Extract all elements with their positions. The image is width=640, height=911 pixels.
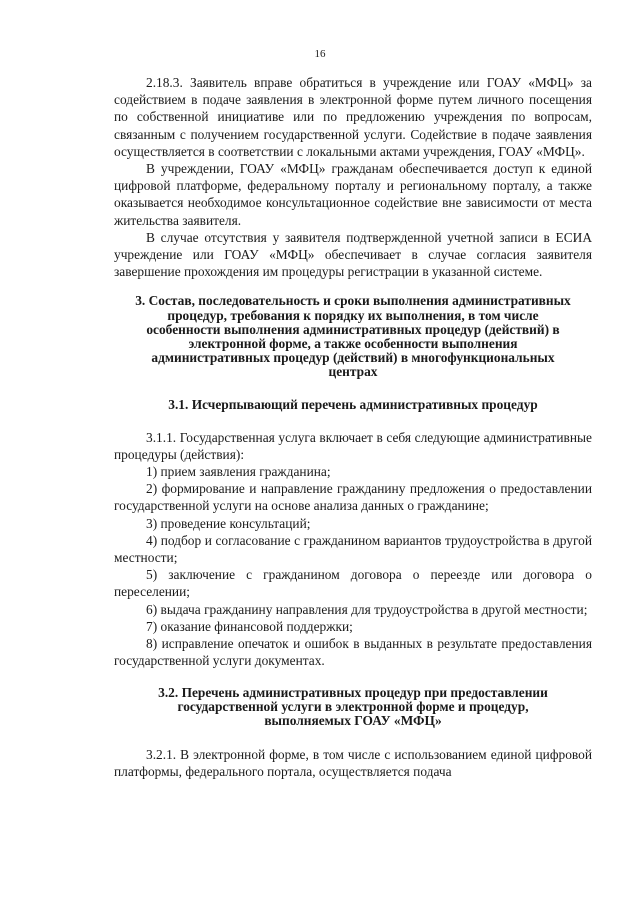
procedures-list xyxy=(114,463,592,669)
list-item: 7) оказание финансовой поддержки; xyxy=(146,618,353,634)
list-item: 4) подбор и согласование с гражданином вариантов трудоустройства в другой местности; xyxy=(114,532,592,566)
section-3-2-heading: 3.2. Перечень административных процедур при предоставлении государственной услуги в электронной форме и процедур, выполняемых ГОАУ «МФЦ» xyxy=(158,684,548,728)
section-3-1-1-intro: 3.1.1. Государственная услуга включает в себя следующие административные процедуры (действия): xyxy=(114,429,592,462)
list-item: 2) формирование и направление гражданину предложения о предоставлении государственной услуги на основе анализа данных о гражданине; xyxy=(114,481,592,514)
section-3-heading: 3. Состав, последовательность и сроки выполнения административных процедур, требования к порядку их выполнения, в том числе особенности выполнения административных процедур (действий) в электронной форме, а также особенности выполнения административных процедур (действий) в многофункциональных центрах xyxy=(135,293,571,380)
list-item: 3) проведение консультаций; xyxy=(146,515,311,531)
document-page xyxy=(114,44,592,781)
paragraph-2-18-3: 2.18.3. Заявитель вправе обратиться в учреждение или ГОАУ «МФЦ» за содействием в подаче заявления в электронной форме путем личного посещения по собственной инициативе или по предложению учреждения по вопросам, связанным с получением государственной услуги. Содействие в подаче заявления осуществляется в соответствии с локальными актами учреждения, ГОАУ «МФЦ». xyxy=(114,75,592,159)
list-item: 5) заключение с гражданином договора о переезде или договора о переселении; xyxy=(114,567,592,600)
paragraph-esia: В случае отсутствия у заявителя подтвержденной учетной записи в ЕСИА учреждение или ГОАУ «МФЦ» обеспечивает в случае согласия заявителя завершение прохождения им процедуры регистрации в указанной системе. xyxy=(114,229,592,280)
section-3-1-heading: 3.1. Исчерпывающий перечень административных процедур xyxy=(168,396,538,412)
list-item: 8) исправление опечаток и ошибок в выданных в результате предоставления государственной услуги документах. xyxy=(114,636,592,669)
list-item: 1) прием заявления гражданина; xyxy=(146,464,331,480)
section-3-2-1-intro: 3.2.1. В электронной форме, в том числе с использованием единой цифровой платформы, федерального портала, осуществляется подача xyxy=(114,747,592,780)
page-number: 16 xyxy=(314,48,326,60)
list-item: 6) выдача гражданину направления для трудоустройства в другой местности; xyxy=(146,601,588,617)
paragraph-access: В учреждении, ГОАУ «МФЦ» гражданам обеспечивается доступ к единой цифровой платформе, федеральному порталу и региональному порталу, а также оказывается необходимое консультационное содействие вне зависимости от места жительства заявителя. xyxy=(114,161,592,228)
